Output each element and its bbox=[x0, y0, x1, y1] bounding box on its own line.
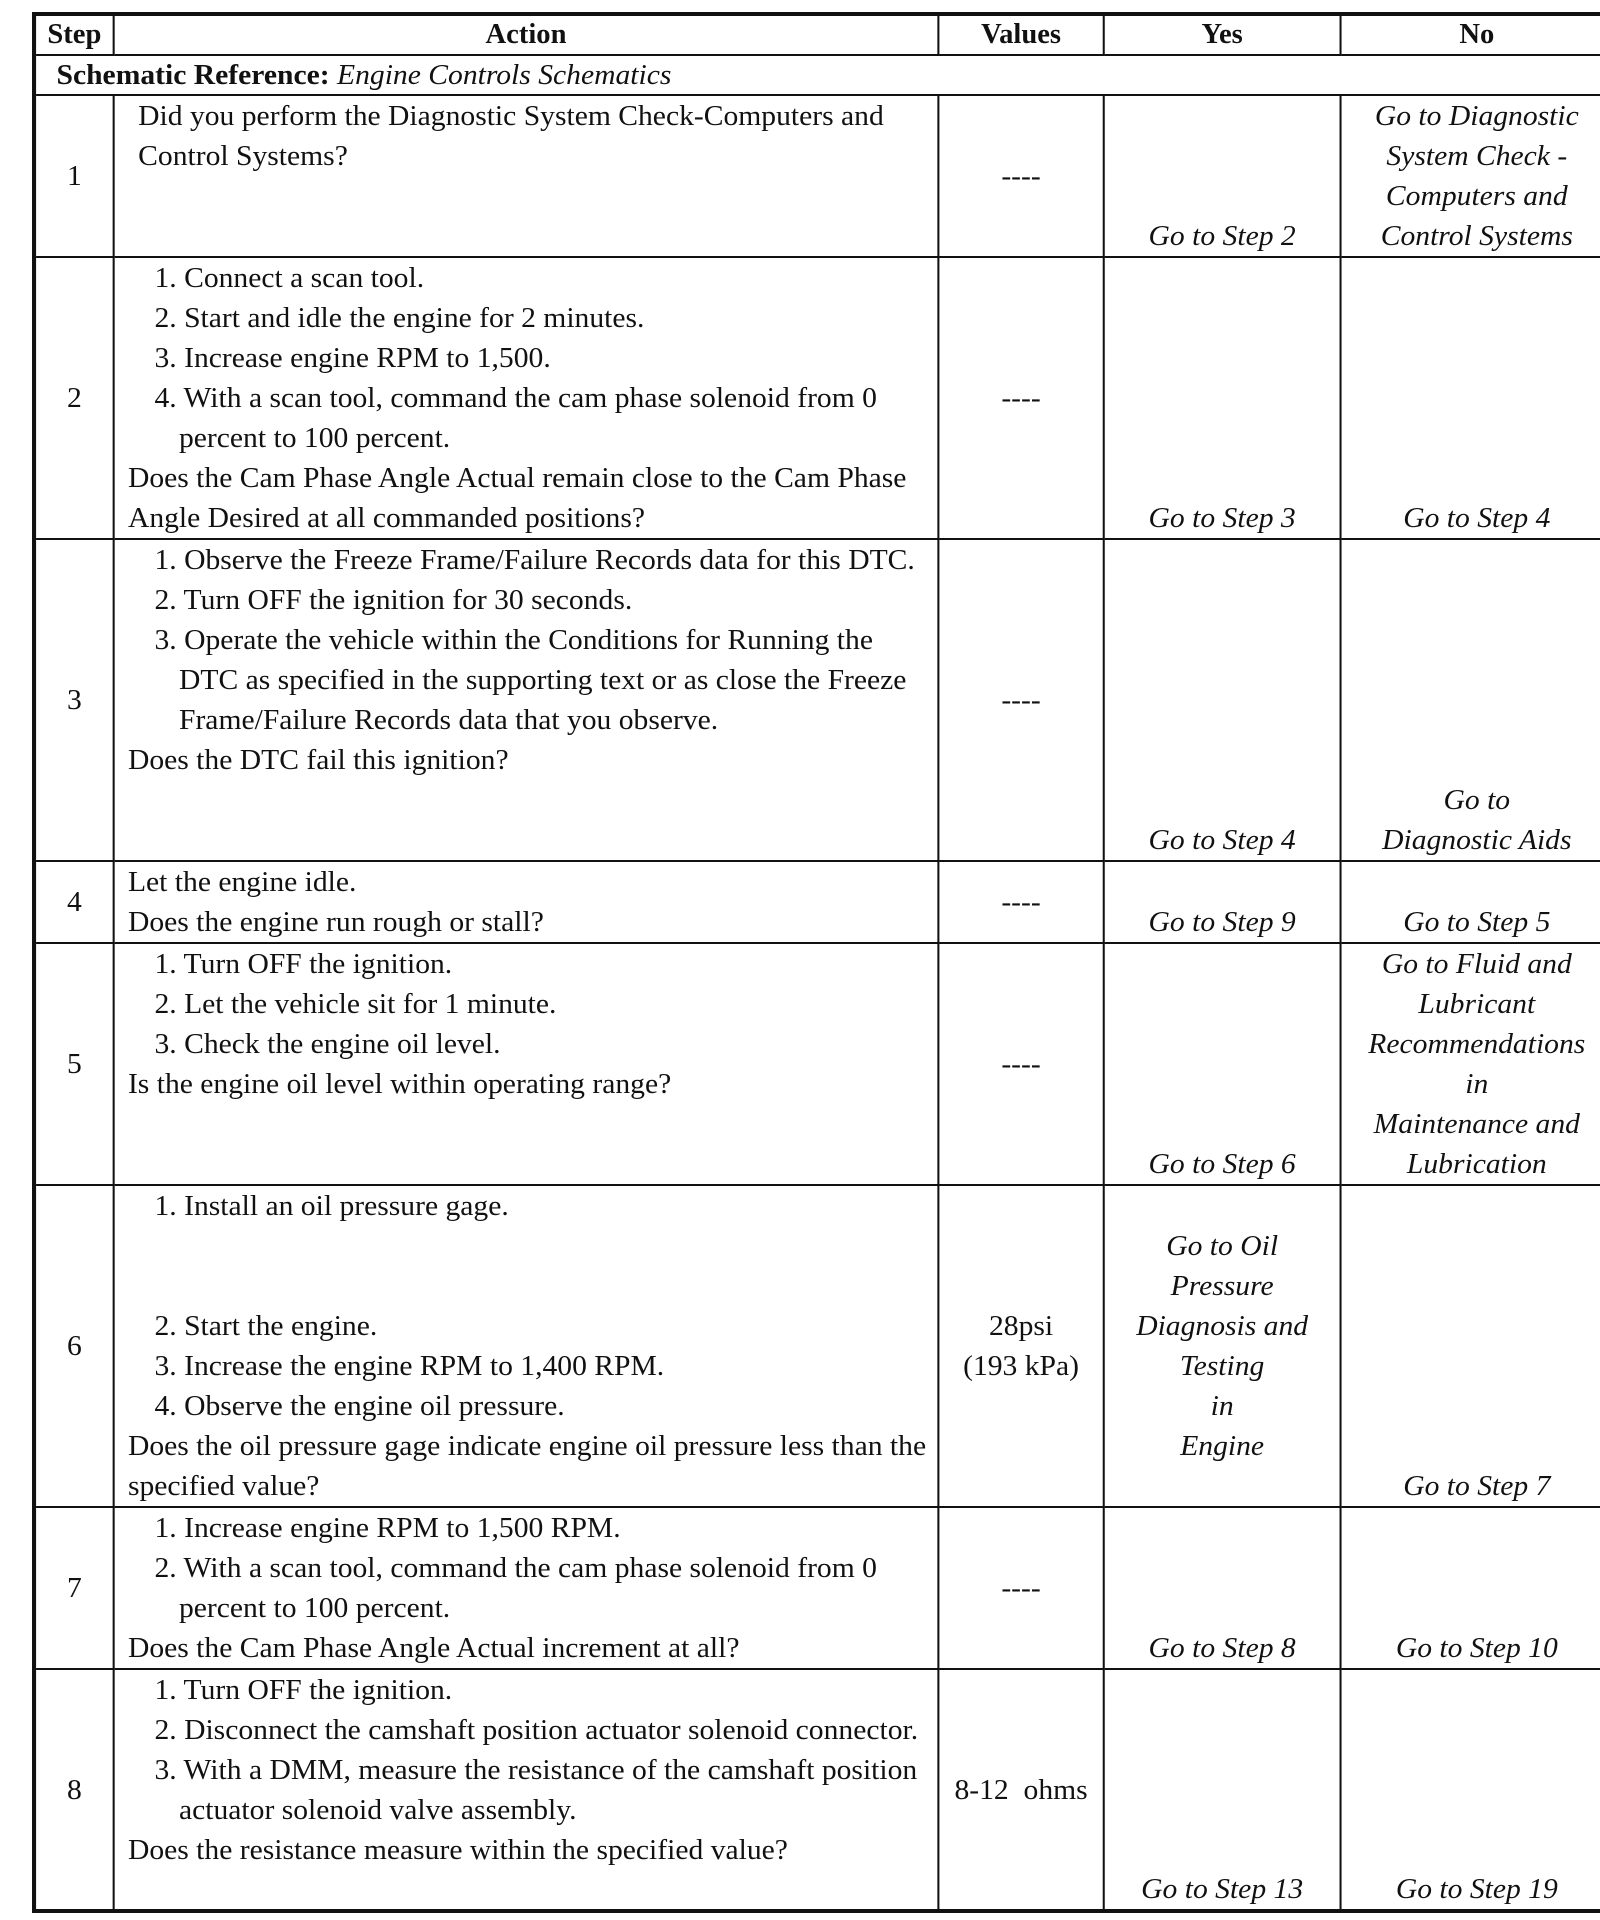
table-row bbox=[34, 95, 1600, 257]
values-text: 28psi (193 kPa) bbox=[963, 1310, 1080, 1382]
table-row bbox=[34, 1669, 1600, 1911]
no-link-text: Go to Diagnostic Aids bbox=[1382, 784, 1572, 856]
table-row bbox=[34, 1507, 1600, 1669]
action-step: 4. With a scan tool, command the cam phase solenoid from 0 percent to 100 percent. bbox=[154, 382, 877, 454]
no-link[interactable]: Go to Step 19 bbox=[1341, 1669, 1600, 1911]
action-step: 1. Install an oil pressure gage. bbox=[154, 1190, 509, 1222]
header-step: Step bbox=[34, 14, 114, 55]
action-step: 3. Check the engine oil level. bbox=[154, 1028, 501, 1060]
yes-link[interactable] bbox=[1104, 1185, 1341, 1507]
table-row bbox=[34, 539, 1600, 861]
values-cell: ---- bbox=[938, 1507, 1103, 1669]
action-step: 3. Increase the engine RPM to 1,400 RPM. bbox=[154, 1350, 665, 1382]
action-step: 3. With a DMM, measure the resistance of the camshaft position actuator solenoid valve assembly. bbox=[154, 1754, 918, 1826]
no-link-text: Go to Diagnostic System Check - Computers and Control Systems bbox=[1374, 100, 1579, 252]
action-cell bbox=[114, 1669, 939, 1911]
table-row bbox=[34, 943, 1600, 1185]
diagnostic-table bbox=[32, 12, 1600, 1913]
no-link[interactable]: Go to Step 4 bbox=[1341, 257, 1600, 539]
header-yes: Yes bbox=[1104, 14, 1341, 55]
action-steps bbox=[138, 540, 929, 740]
diagnostic-table-sheet bbox=[32, 12, 1600, 1908]
action-cell bbox=[114, 539, 939, 861]
values-cell: ---- bbox=[938, 943, 1103, 1185]
action-question: Does the Cam Phase Angle Actual increment at all? bbox=[127, 1632, 740, 1664]
step-number: 5 bbox=[34, 943, 114, 1185]
action-steps bbox=[138, 1186, 929, 1426]
no-link-text: Go to Fluid and Lubricant Recommendations in Maintenance and Lubrication bbox=[1368, 948, 1586, 1180]
action-steps bbox=[138, 944, 929, 1064]
table-row bbox=[34, 861, 1600, 943]
yes-link[interactable]: Go to Step 3 bbox=[1104, 257, 1341, 539]
no-link[interactable] bbox=[1341, 95, 1600, 257]
action-question: Did you perform the Diagnostic System Check-Computers and Control Systems? bbox=[138, 100, 884, 172]
values-cell: ---- bbox=[938, 539, 1103, 861]
action-question: Is the engine oil level within operating range? bbox=[127, 1068, 672, 1100]
action-question: Does the resistance measure within the specified value? bbox=[127, 1834, 788, 1866]
table-header-row bbox=[34, 14, 1600, 55]
header-no: No bbox=[1341, 14, 1600, 55]
action-step: 3. Increase engine RPM to 1,500. bbox=[154, 342, 551, 374]
action-cell bbox=[114, 943, 939, 1185]
action-cell bbox=[114, 1185, 939, 1507]
action-step: 2. Start and idle the engine for 2 minutes. bbox=[154, 302, 645, 334]
action-gap bbox=[138, 1226, 929, 1306]
action-step: 1. Increase engine RPM to 1,500 RPM. bbox=[154, 1512, 621, 1544]
step-number: 4 bbox=[34, 861, 114, 943]
action-step: 1. Turn OFF the ignition. bbox=[154, 948, 453, 980]
action-step: 2. Let the vehicle sit for 1 minute. bbox=[154, 988, 557, 1020]
yes-link[interactable]: Go to Step 2 bbox=[1104, 95, 1341, 257]
values-cell: ---- bbox=[938, 861, 1103, 943]
action-question: Let the engine idle. Does the engine run rough or stall? bbox=[127, 866, 544, 938]
table-row bbox=[34, 257, 1600, 539]
schematic-reference bbox=[34, 55, 1600, 95]
action-step: 2. Start the engine. bbox=[154, 1310, 378, 1342]
action-step: 1. Observe the Freeze Frame/Failure Records data for this DTC. bbox=[154, 544, 915, 576]
schematic-reference-row bbox=[34, 55, 1600, 95]
header-action: Action bbox=[114, 14, 939, 55]
schematic-reference-link[interactable]: Engine Controls Schematics bbox=[337, 59, 672, 91]
action-step: 2. Disconnect the camshaft position actuator solenoid connector. bbox=[154, 1714, 919, 1746]
no-link[interactable]: Go to Step 5 bbox=[1341, 861, 1600, 943]
yes-link-text: Go to Oil Pressure Diagnosis and Testing in Engine bbox=[1136, 1230, 1309, 1462]
values-cell: 8-12 ohms bbox=[938, 1669, 1103, 1911]
header-values: Values bbox=[938, 14, 1103, 55]
action-step: 1. Connect a scan tool. bbox=[154, 262, 425, 294]
yes-link[interactable]: Go to Step 13 bbox=[1104, 1669, 1341, 1911]
yes-link[interactable]: Go to Step 9 bbox=[1104, 861, 1341, 943]
action-question: Does the DTC fail this ignition? bbox=[127, 744, 509, 776]
step-number: 8 bbox=[34, 1669, 114, 1911]
table-row bbox=[34, 1185, 1600, 1507]
step-number: 3 bbox=[34, 539, 114, 861]
action-step: 4. Observe the engine oil pressure. bbox=[154, 1390, 565, 1422]
yes-link[interactable]: Go to Step 6 bbox=[1104, 943, 1341, 1185]
action-step: 2. With a scan tool, command the cam phase solenoid from 0 percent to 100 percent. bbox=[154, 1552, 877, 1624]
no-link[interactable] bbox=[1341, 943, 1600, 1185]
values-cell bbox=[938, 1185, 1103, 1507]
yes-link[interactable]: Go to Step 4 bbox=[1104, 539, 1341, 861]
no-link[interactable]: Go to Step 7 bbox=[1341, 1185, 1600, 1507]
step-number: 6 bbox=[34, 1185, 114, 1507]
schematic-reference-label: Schematic Reference: bbox=[56, 59, 330, 91]
no-link[interactable]: Go to Step 10 bbox=[1341, 1507, 1600, 1669]
action-step: 3. Operate the vehicle within the Conditions for Running the DTC as specified in the supporting text or as close the Freeze Frame/Failure Records data that you observe. bbox=[154, 624, 907, 736]
action-steps bbox=[138, 1508, 929, 1628]
no-link[interactable] bbox=[1341, 539, 1600, 861]
action-steps bbox=[138, 258, 929, 458]
action-cell bbox=[114, 95, 939, 257]
action-question: Does the Cam Phase Angle Actual remain close to the Cam Phase Angle Desired at all commanded positions? bbox=[127, 462, 907, 534]
action-step: 1. Turn OFF the ignition. bbox=[154, 1674, 453, 1706]
action-steps bbox=[138, 1670, 929, 1830]
action-cell bbox=[114, 1507, 939, 1669]
step-number: 2 bbox=[34, 257, 114, 539]
action-question: Does the oil pressure gage indicate engine oil pressure less than the specified value? bbox=[127, 1430, 927, 1502]
action-step: 2. Turn OFF the ignition for 30 seconds. bbox=[154, 584, 633, 616]
action-cell bbox=[114, 257, 939, 539]
step-number: 7 bbox=[34, 1507, 114, 1669]
values-cell: ---- bbox=[938, 257, 1103, 539]
action-cell bbox=[114, 861, 939, 943]
step-number: 1 bbox=[34, 95, 114, 257]
yes-link[interactable]: Go to Step 8 bbox=[1104, 1507, 1341, 1669]
values-cell: ---- bbox=[938, 95, 1103, 257]
